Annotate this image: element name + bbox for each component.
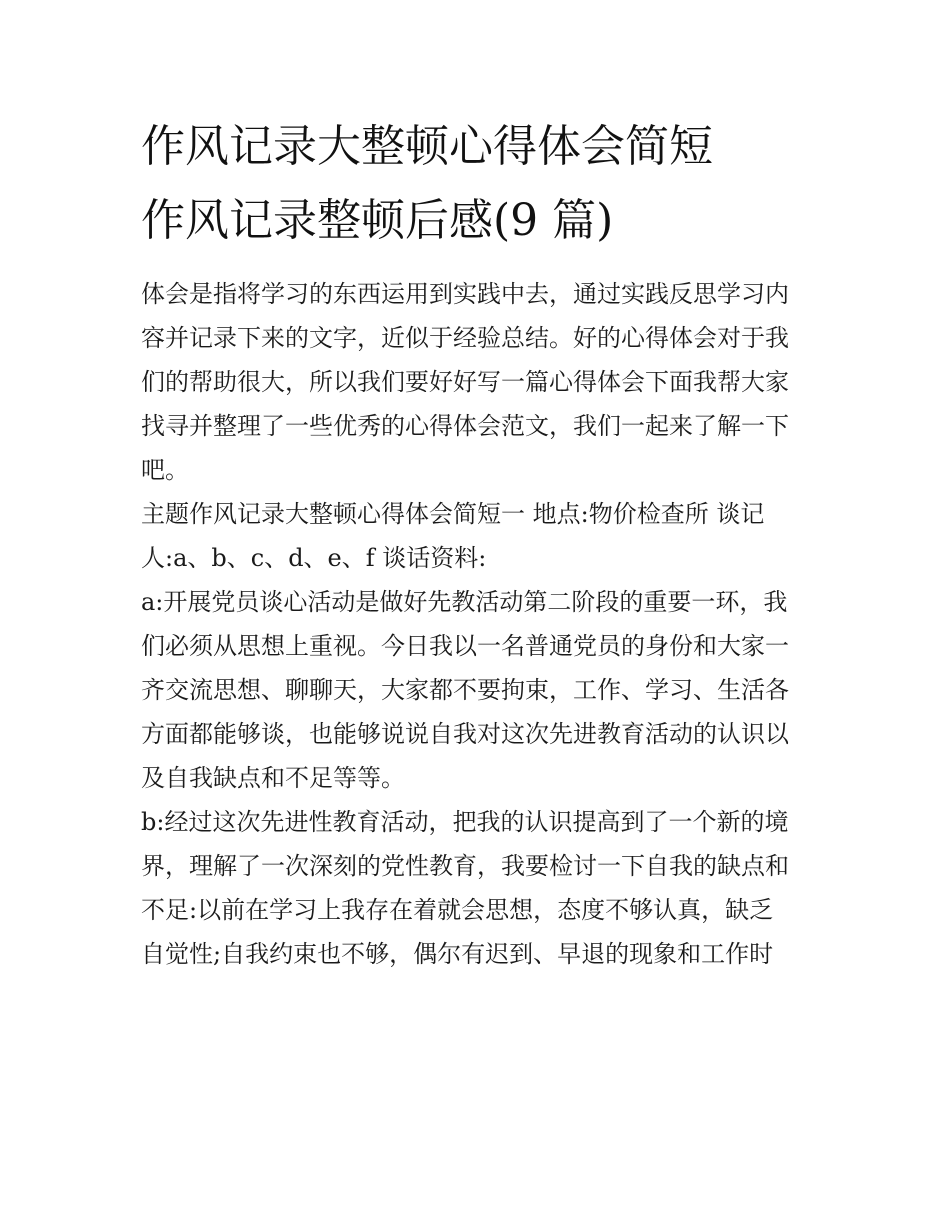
text-line: 找寻并整理了一些优秀的心得体会范文，我们一起来了解一下 — [141, 412, 789, 440]
text-line: 体会是指将学习的东西运用到实践中去，通过实践反思学习内 — [141, 280, 789, 308]
intro-paragraph — [141, 272, 813, 492]
text-line: b:经过这次先进性教育活动，把我的认识提高到了一个新的境 — [141, 808, 789, 836]
text-line: 容并记录下来的文字，近似于经验总结。好的心得体会对于我 — [141, 324, 789, 352]
title-line-1: 作风记录大整顿心得体会简短 — [141, 121, 713, 172]
text-line: 齐交流思想、聊聊天，大家都不要拘束，工作、学习、生活各 — [141, 676, 789, 704]
text-line: 吧。 — [141, 456, 189, 484]
text-line: 及自我缺点和不足等等。 — [141, 764, 405, 792]
text-line: 们必须从思想上重视。今日我以一名普通党员的身份和大家一 — [141, 632, 789, 660]
text-line: 自觉性;自我约束也不够，偶尔有迟到、早退的现象和工作时 — [141, 940, 774, 968]
text-line: 不足:以前在学习上我存在着就会思想，态度不够认真，缺乏 — [141, 896, 774, 924]
topic-paragraph — [141, 492, 813, 580]
text-line: 主题作风记录大整顿心得体会简短一 地点:物价检查所 谈记 — [141, 500, 765, 528]
document-page — [141, 110, 813, 976]
text-line: 方面都能够谈，也能够说说自我对这次先进教育活动的认识以 — [141, 720, 789, 748]
speaker-a-paragraph — [141, 580, 813, 800]
document-title — [141, 110, 813, 258]
text-line: a:开展党员谈心活动是做好先教活动第二阶段的重要一环，我 — [141, 588, 788, 616]
text-line: 们的帮助很大，所以我们要好好写一篇心得体会下面我帮大家 — [141, 368, 789, 396]
text-line: 人:a、b、c、d、e、f 谈话资料: — [141, 544, 487, 572]
speaker-b-paragraph — [141, 800, 813, 976]
text-line: 界，理解了一次深刻的党性教育，我要检讨一下自我的缺点和 — [141, 852, 789, 880]
title-line-2: 作风记录整顿后感(9 篇) — [141, 195, 614, 246]
